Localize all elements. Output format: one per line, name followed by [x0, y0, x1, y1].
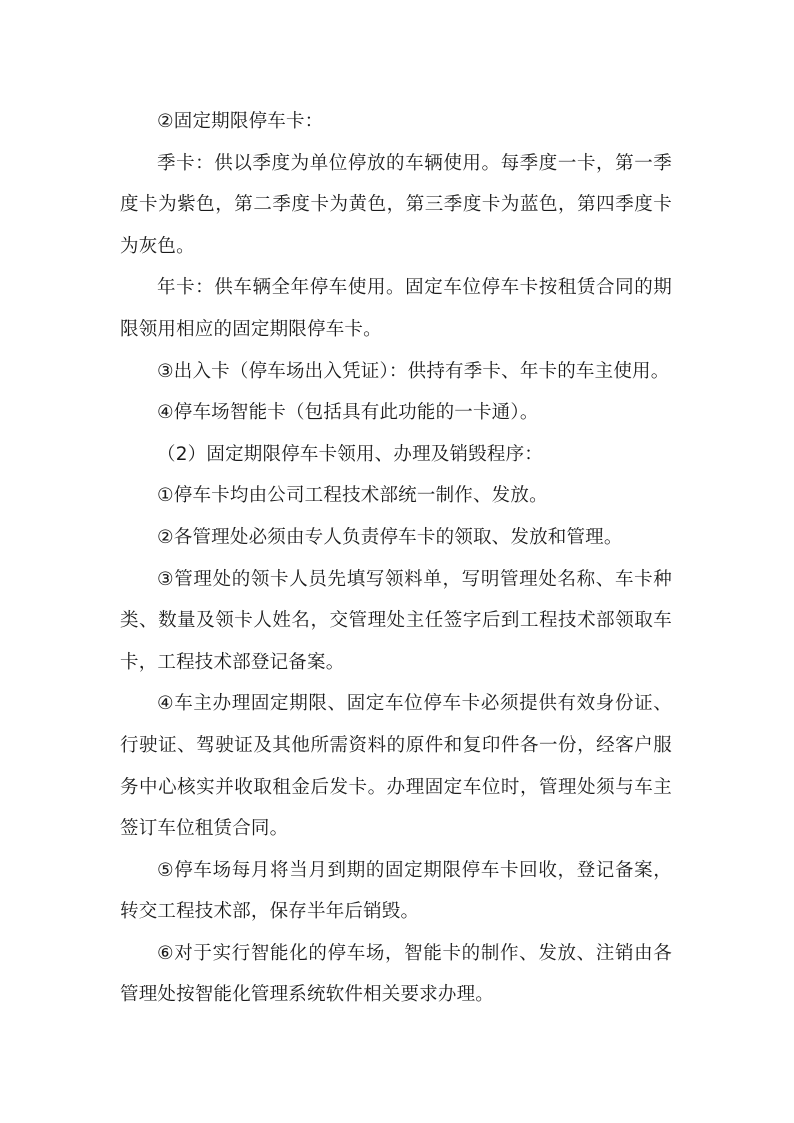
paragraph-annual-card: 年卡：供车辆全年停车使用。固定车位停车卡按租赁合同的期限领用相应的固定期限停车卡。 [120, 277, 672, 340]
paragraph-procedure-3: ③管理处的领卡人员先填写领料单，写明管理处名称、车卡种类、数量及领卡人姓名，交管理处主任签字后到工程技术部领取车卡，工程技术部登记备案。 [120, 568, 672, 673]
paragraph-access-card: ③出入卡（停车场出入凭证）：供持有季卡、年卡的车主使用。 [157, 360, 670, 382]
paragraph-procedure-1: ①停车卡均由公司工程技术部统一制作、发放。 [157, 485, 548, 507]
paragraph-fixed-term-card-heading: ②固定期限停车卡： [157, 111, 324, 132]
paragraph-procedure-2: ②各管理处必须由专人负责停车卡的领取、发放和管理。 [157, 526, 623, 548]
paragraph-procedure-5: ⑤停车场每月将当月到期的固定期限停车卡回收，登记备案，转交工程技术部，保存半年后销毁。 [120, 859, 672, 923]
paragraph-quarterly-card: 季卡：供以季度为单位停放的车辆使用。每季度一卡，第一季度卡为紫色，第二季度卡为黄色，第三季度卡为蓝色，第四季度卡为灰色。 [120, 152, 672, 257]
paragraph-smart-card: ④停车场智能卡（包括具有此功能的一卡通）。 [157, 402, 539, 424]
paragraph-procedure-heading: （2）固定期限停车卡领用、办理及销毁程序： [157, 443, 543, 465]
paragraph-procedure-4: ④车主办理固定期限、固定车位停车卡必须提供有效身份证、行驶证、驾驶证及其他所需资料的原件和复印件各一份，经客户服务中心核实并收取租金后发卡。办理固定车位时，管理处须与车主签订车位租赁合同。 [120, 693, 672, 840]
document-body [120, 101, 672, 1016]
paragraph-procedure-6: ⑥对于实行智能化的停车场，智能卡的制作、发放、注销由各管理处按智能化管理系统软件相关要求办理。 [120, 942, 672, 1006]
